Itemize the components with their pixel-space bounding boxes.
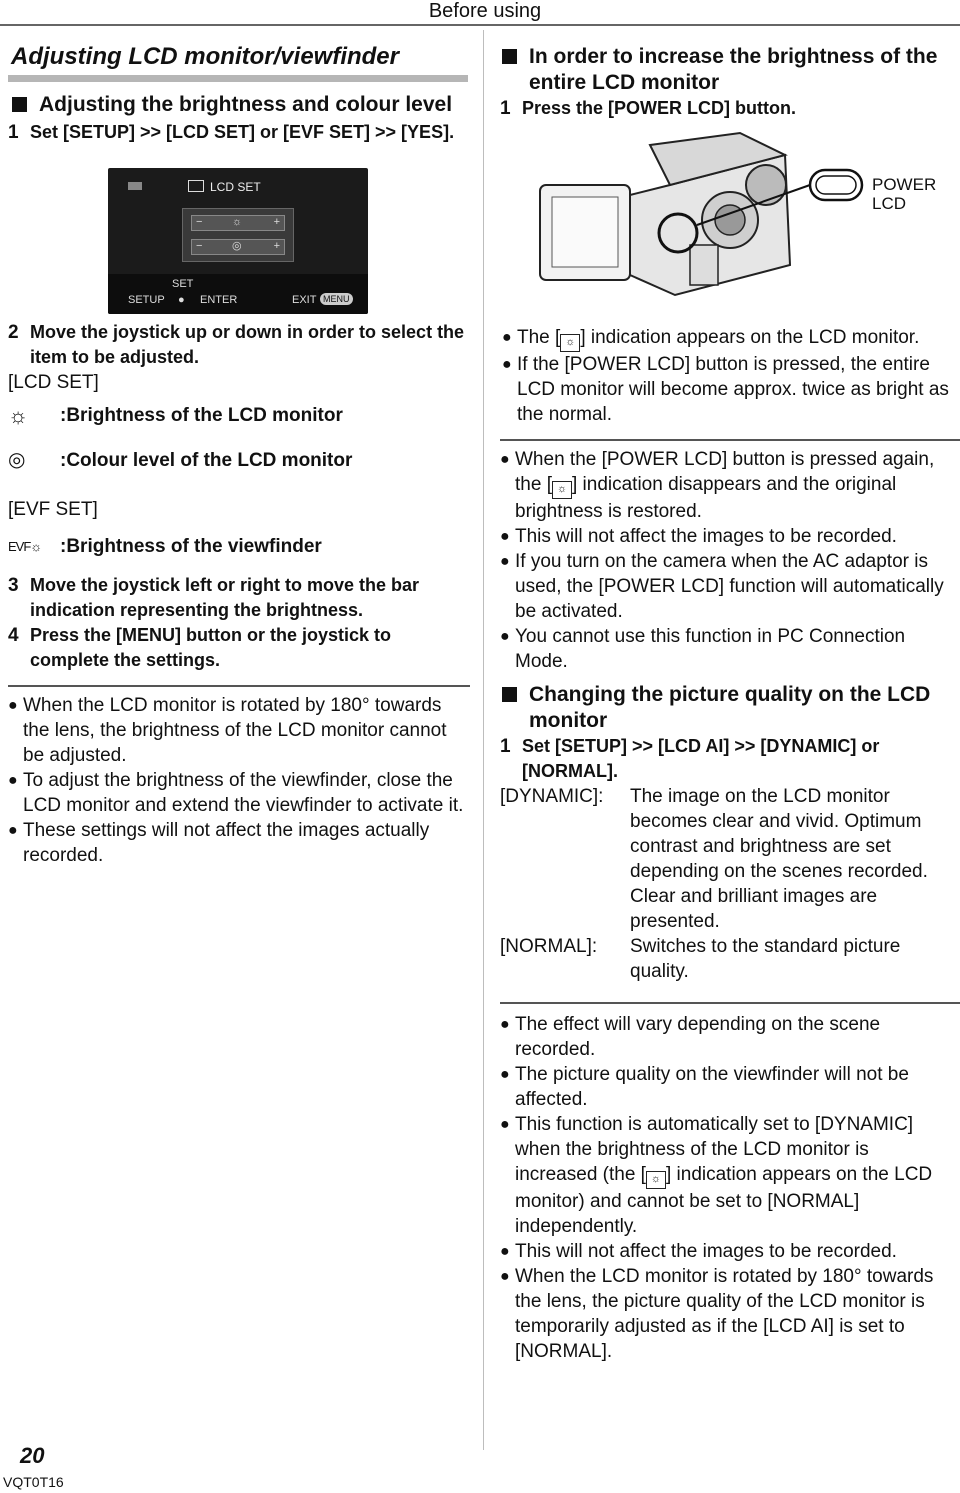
note-item: ● If you turn on the camera when the AC adaptor is used, the [POWER LCD] function will automatically be activated. <box>500 551 944 622</box>
definition-brightness-lcd: ☼ :Brightness of the LCD monitor <box>8 403 343 428</box>
setup-label: SETUP <box>128 294 165 306</box>
step-3: 3 Move the joystick left or right to move the bar indication representing the brightness. <box>8 575 420 620</box>
right-step-1: 1 Press the [POWER LCD] button. <box>500 98 796 119</box>
brightness-bar: − ☼ + <box>191 215 285 231</box>
joystick-icon: ● <box>178 294 185 306</box>
adjustment-panel <box>182 208 294 262</box>
sun-icon: ☼ <box>8 403 29 428</box>
note-item: ● The picture quality on the viewfinder will not be affected. <box>500 1064 909 1110</box>
dynamic-definition: [DYNAMIC]: The image on the LCD monitor becomes clear and vivid. Optimum contrast and brightness are set depending on the scenes recorded. Clear and brilliant images are presented. <box>500 786 928 932</box>
section-heading-increase-brightness: In order to increase the brightness of the entire LCD monitor <box>500 44 955 96</box>
menu-badge: MENU <box>320 293 353 305</box>
left-column <box>8 40 470 868</box>
camcorder-drawing <box>500 125 955 315</box>
note-item: ● If the [POWER LCD] button is pressed, the entire LCD monitor will become approx. twice as bright as the normal. <box>502 354 949 425</box>
colour-level-icon: ◎ <box>8 449 26 471</box>
screen-footer <box>108 274 368 314</box>
card-icon <box>128 182 142 190</box>
square-bullet-icon <box>12 97 27 112</box>
square-bullet-icon <box>502 49 517 64</box>
definition-colour-lcd: ◎ :Colour level of the LCD monitor <box>8 449 353 471</box>
note-item: ● To adjust the brightness of the viewfinder, close the LCD monitor and extend the viewfinder to activate it. <box>8 770 464 816</box>
square-bullet-icon <box>502 687 517 702</box>
evf-set-label: [EVF SET] <box>8 499 98 520</box>
column-divider <box>483 30 484 1450</box>
lcd-set-menu-icon <box>188 180 204 192</box>
right-step-2: 1 Set [SETUP] >> [LCD AI] >> [DYNAMIC] or [NORMAL]. <box>500 736 880 781</box>
notes-rule <box>500 439 960 441</box>
note-item: ● When the [POWER LCD] button is pressed again, the [ ☼ ] indication disappears and the original brightness is restored. <box>500 449 935 522</box>
section-heading-brightness-colour: Adjusting the brightness and colour level <box>8 92 470 118</box>
right-notes-2 <box>500 447 955 674</box>
note-item: ● The effect will vary depending on the scene recorded. <box>500 1014 881 1060</box>
exit-label: EXIT <box>292 294 317 306</box>
step-2: 2 Move the joystick up or down in order to select the item to be adjusted. <box>8 322 465 367</box>
lcd-set-screen-title: LCD SET <box>188 180 261 194</box>
colour-level-icon: ◎ <box>232 240 242 252</box>
note-item: ● This will not affect the images to be recorded. <box>500 526 897 547</box>
note-item: ● You cannot use this function in PC Connection Mode. <box>500 626 906 672</box>
page-number: 20 <box>20 1443 45 1468</box>
lcd-set-menu-screenshot <box>108 168 368 314</box>
evf-brightness-icon: EVF☼ <box>8 539 42 554</box>
lcd-set-label: [LCD SET] <box>8 372 99 393</box>
sun-icon: ☼ <box>232 216 243 228</box>
notes-rule <box>500 1002 960 1004</box>
note-item: ● This will not affect the images to be recorded. <box>500 1241 897 1262</box>
right-notes-1 <box>500 325 955 427</box>
section-header: Before using <box>428 0 542 22</box>
note-item: ● When the LCD monitor is rotated by 180° towards the lens, the picture quality of the LCD monitor is temporarily adjusted as if the [LCD AI] is set to [NORMAL]. <box>500 1266 934 1362</box>
enter-label: ENTER <box>200 294 238 306</box>
model-code: VQT0T16 <box>3 1474 64 1490</box>
power-lcd-indicator-icon: ☼ <box>646 1171 666 1189</box>
note-item: ● These settings will not affect the images actually recorded. <box>8 820 430 866</box>
set-label: SET <box>172 278 194 290</box>
note-item: ● The [ ☼ ] indication appears on the LCD monitor. <box>502 325 955 352</box>
note-item: ● This function is automatically set to [DYNAMIC] when the brightness of the LCD monitor is increased (the [ ☼ ] indication appears on the LCD monitor) and cannot be set to [NORMAL] independently. <box>500 1114 933 1237</box>
note-item: ● When the LCD monitor is rotated by 180° towards the lens, the brightness of the LCD monitor cannot be adjusted. <box>8 695 447 766</box>
camcorder-illustration <box>500 125 955 315</box>
notes-rule <box>8 685 470 687</box>
header-rule <box>0 24 960 26</box>
definition-brightness-evf: EVF☼ :Brightness of the viewfinder <box>8 536 322 557</box>
right-notes-3 <box>500 1012 955 1364</box>
colour-bar: − ◎ + <box>191 239 285 255</box>
right-column <box>500 40 955 1364</box>
power-lcd-indicator-icon: ☼ <box>552 481 572 499</box>
power-lcd-indicator-icon: ☼ <box>560 334 580 352</box>
title-underline <box>8 75 468 82</box>
power-lcd-callout-label: POWER LCD <box>872 175 937 213</box>
step-4: 4 Press the [MENU] button or the joystick to complete the settings. <box>8 625 392 670</box>
step-1: 1 Set [SETUP] >> [LCD SET] or [EVF SET] >> [YES]. <box>8 122 455 143</box>
section-heading-picture-quality: Changing the picture quality on the LCD monitor <box>500 682 955 734</box>
left-notes <box>8 693 470 868</box>
normal-definition: [NORMAL]: Switches to the standard picture quality. <box>500 936 901 982</box>
page-title: Adjusting LCD monitor/viewfinder <box>11 43 399 70</box>
